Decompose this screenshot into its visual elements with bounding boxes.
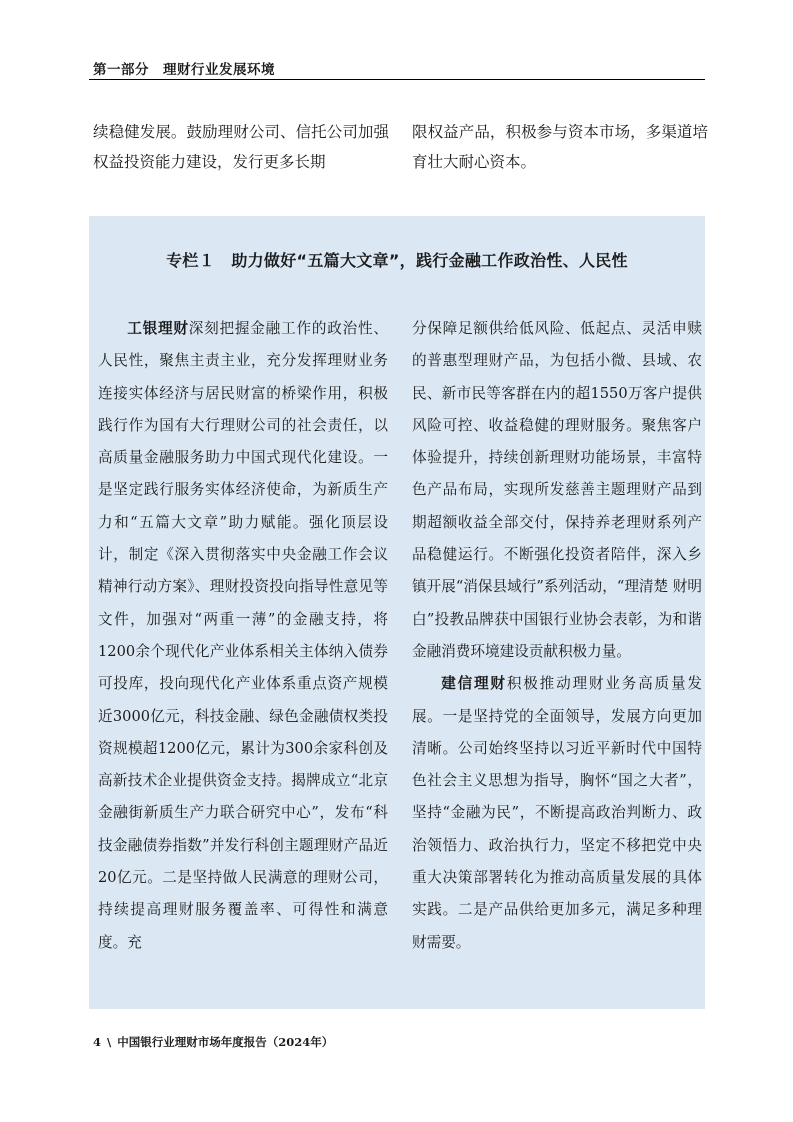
box-column-left	[98, 313, 388, 993]
page-footer	[93, 1034, 333, 1050]
icbc-lead: 工银理财	[127, 320, 189, 337]
ccb-lead: 建信理财	[441, 675, 507, 693]
box-title: 专栏１ 助力做好“五篇大文章”，践行金融工作政治性、人民性	[166, 251, 628, 270]
header-divider	[89, 79, 705, 80]
section-header: 第一部分 理财行业发展环境	[93, 62, 275, 78]
report-title: 中国银行业理财市场年度报告（2024年）	[117, 1035, 334, 1049]
box-column-right	[412, 313, 702, 993]
page-number: 4	[93, 1035, 102, 1049]
intro-text-left: 续稳健发展。鼓励理财公司、信托公司加强权益投资能力建设，发行更多长期	[93, 123, 389, 171]
ccb-paragraph	[412, 668, 702, 959]
icbc-text: 深刻把握金融工作的政治性、人民性，聚焦主责主业，充分发挥理财业务连接实体经济与居民财富的桥梁作用，积极践行作为国有大行理财公司的社会责任，以高质量金融服务助力中国式现代化建设。一是坚定践行服务实体经济使命，为新质生产力和“五篇大文章”助力赋能。强化顶层设计，制定《深入贯彻落实中央金融工作会议精神行动方案》、理财投资投向指导性意见等文件，加强对“两重一薄”的金融支持，将1200余个现代化产业体系相关主体纳入债券可投库，投向现代化产业体系重点资产规模近3000亿元，科技金融、绿色金融债权类投资规模超1200亿元，累计为300余家科创及高新技术企业提供资金支持。揭牌成立“北京金融街新质生产力联合研究中心”，发布“科技金融债券指数”并发行科创主题理财产品近20亿元。二是坚持做人民满意的理财公司，持续提高理财服务覆盖率、可得性和满意度。充	[98, 320, 388, 951]
icbc-paragraph-continued: 分保障足额供给低风险、低起点、灵活申赎的普惠型理财产品，为包括小微、县域、农民、新市民等客群在内的超1550万客户提供风险可控、收益稳健的理财服务。聚焦客户体验提升，持续创新理财功能场景，丰富特色产品布局，实现所发慈善主题理财产品到期超额收益全部交付，保持养老理财系列产品稳健运行。不断强化投资者陪伴，深入乡镇开展“消保县域行”系列活动，“理清楚 财明白”投教品牌获中国银行业协会表彰，为和谐金融消费环境建设贡献积极力量。	[412, 320, 702, 660]
footer-separator: \	[107, 1035, 112, 1049]
intro-text-right: 限权益产品，积极参与资本市场，多渠道培育壮大耐心资本。	[412, 123, 708, 171]
ccb-text: 积极推动理财业务高质量发展。一是坚持党的全面领导，发展方向更加清晰。公司始终坚持以习近平新时代中国特色社会主义思想为指导，胸怀“国之大者”，坚持“金融为民”，不断提高政治判断力、政治领悟力、政治执行力，坚定不移把党中央重大决策部署转化为推动高质量发展的具体实践。二是产品供给更加多元，满足多种理财需要。	[412, 675, 702, 951]
icbc-paragraph	[98, 313, 388, 959]
